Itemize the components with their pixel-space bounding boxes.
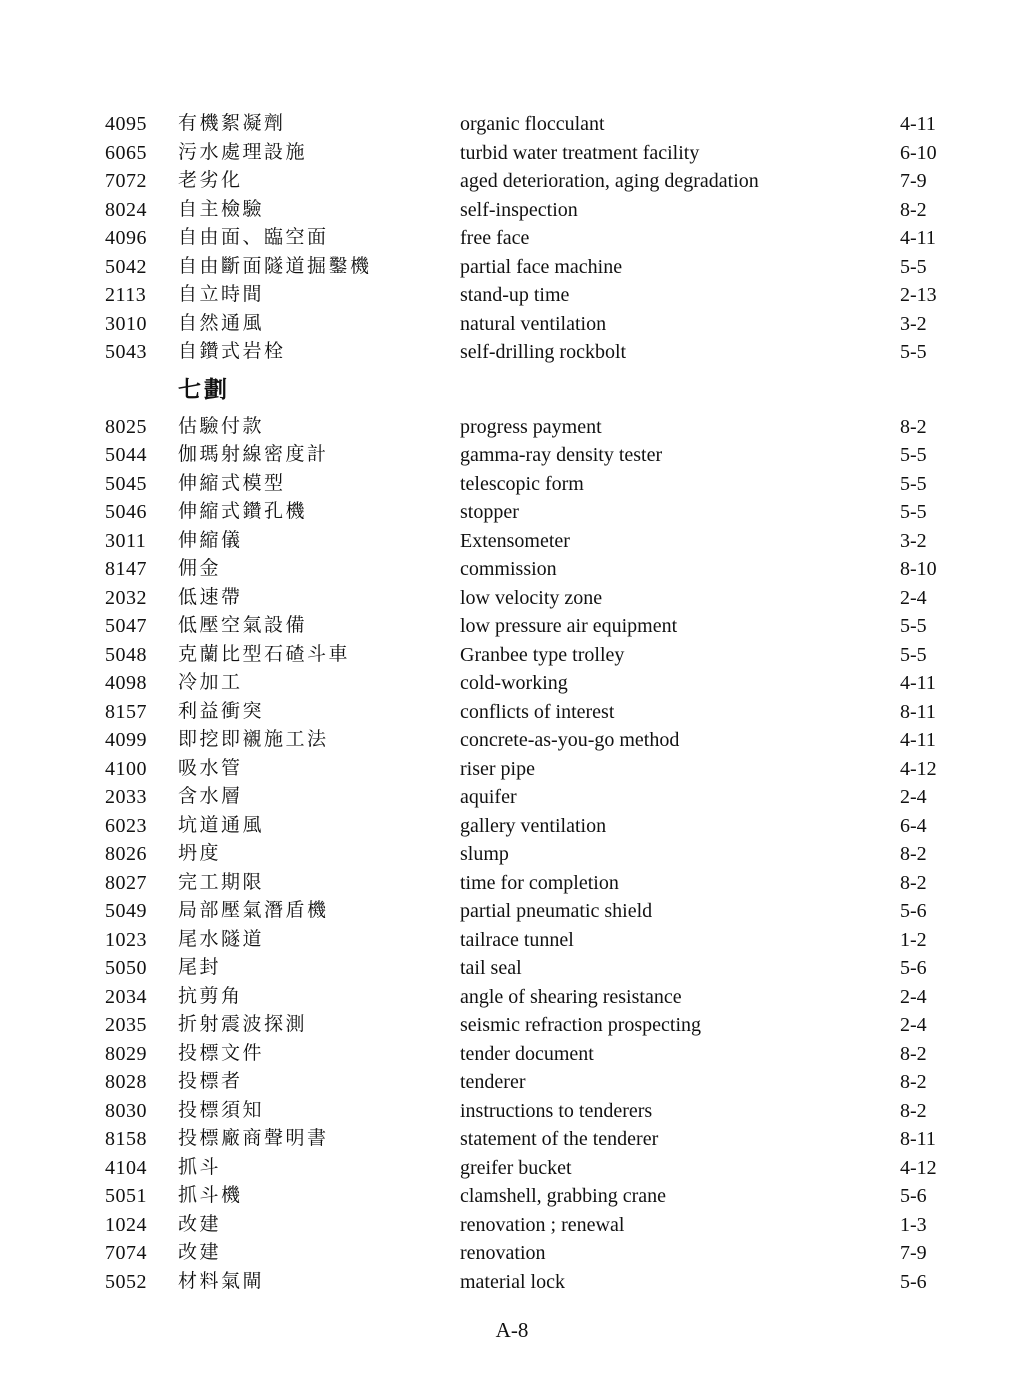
entry-term-en: concrete-as-you-go method bbox=[460, 729, 680, 751]
entry-term-en: slump bbox=[460, 843, 509, 865]
entry-code: 5045 bbox=[105, 472, 147, 495]
entry-page-ref: 5-6 bbox=[900, 957, 927, 979]
entry-page-ref: 6-4 bbox=[900, 814, 927, 837]
entry-term-zh: 低速帶 bbox=[178, 586, 243, 608]
entry-term-zh: 伸縮儀 bbox=[178, 529, 243, 551]
entry-term-zh: 自然通風 bbox=[178, 312, 265, 334]
entry-term-en: gallery ventilation bbox=[460, 814, 607, 837]
entry-term-zh: 投標者 bbox=[178, 1071, 243, 1092]
entry-term-en: instructions to tenderers bbox=[460, 1099, 653, 1122]
entry-term-zh: 材料氣閘 bbox=[178, 1270, 265, 1292]
entry-page-ref: 8-11 bbox=[900, 1128, 936, 1150]
glossary-entry-row bbox=[0, 167, 1024, 196]
entry-page-ref: 8-2 bbox=[900, 1099, 927, 1122]
entry-term-zh: 坑道通風 bbox=[178, 814, 265, 836]
entry-term-en: aged deterioration, aging degradation bbox=[460, 170, 759, 192]
entry-page-ref: 5-6 bbox=[900, 1270, 927, 1293]
entry-term-zh: 局部壓氣潛盾機 bbox=[178, 900, 329, 921]
entry-term-en: cold-working bbox=[460, 672, 568, 694]
entry-code: 4100 bbox=[105, 757, 147, 780]
entries-after-header bbox=[0, 413, 1024, 1297]
glossary-entry-row bbox=[0, 110, 1024, 139]
entry-code: 4099 bbox=[105, 729, 147, 751]
entry-code: 2034 bbox=[105, 985, 147, 1008]
entry-code: 8029 bbox=[105, 1042, 147, 1065]
entry-term-en: tailrace tunnel bbox=[460, 928, 574, 951]
entry-code: 3010 bbox=[105, 312, 147, 335]
entry-term-zh: 投標文件 bbox=[178, 1042, 265, 1064]
entry-term-en: angle of shearing resistance bbox=[460, 985, 682, 1008]
glossary-entry-row bbox=[0, 1011, 1024, 1040]
glossary-entry-row bbox=[0, 983, 1024, 1012]
entry-code: 5049 bbox=[105, 900, 147, 922]
entry-term-en: turbid water treatment facility bbox=[460, 141, 700, 164]
entry-code: 6065 bbox=[105, 141, 147, 164]
entry-term-en: greifer bucket bbox=[460, 1156, 572, 1179]
entry-page-ref: 8-2 bbox=[900, 415, 927, 438]
entry-term-en: tenderer bbox=[460, 1071, 526, 1093]
glossary-entry-row bbox=[0, 584, 1024, 613]
entry-page-ref: 5-5 bbox=[900, 643, 927, 666]
glossary-entry-row bbox=[0, 641, 1024, 670]
entry-page-ref: 4-12 bbox=[900, 1156, 937, 1179]
entry-page-ref: 6-10 bbox=[900, 141, 937, 164]
entry-term-en: renovation bbox=[460, 1242, 546, 1264]
entry-term-en: self-inspection bbox=[460, 198, 578, 221]
entry-code: 7074 bbox=[105, 1242, 147, 1264]
glossary-entry-row bbox=[0, 498, 1024, 527]
entry-code: 8028 bbox=[105, 1071, 147, 1093]
entry-page-ref: 8-2 bbox=[900, 1042, 927, 1065]
entry-term-en: conflicts of interest bbox=[460, 700, 615, 723]
entry-term-en: tender document bbox=[460, 1042, 594, 1065]
entry-term-zh: 利益衝突 bbox=[178, 700, 265, 722]
entry-code: 8026 bbox=[105, 843, 147, 865]
entry-code: 7072 bbox=[105, 170, 147, 192]
glossary-entry-row bbox=[0, 926, 1024, 955]
entry-term-en: statement of the tenderer bbox=[460, 1128, 659, 1150]
glossary-entry-row bbox=[0, 281, 1024, 310]
entry-page-ref: 4-11 bbox=[900, 672, 936, 694]
entry-term-en: Granbee type trolley bbox=[460, 643, 625, 666]
entry-term-zh: 吸水管 bbox=[178, 757, 243, 779]
glossary-entry-row bbox=[0, 1239, 1024, 1268]
entry-code: 8027 bbox=[105, 871, 147, 894]
entry-page-ref: 1-3 bbox=[900, 1213, 927, 1236]
entry-term-en: partial face machine bbox=[460, 255, 623, 278]
entry-term-zh: 老劣化 bbox=[178, 170, 243, 191]
glossary-entry-row bbox=[0, 139, 1024, 168]
entry-term-zh: 伸縮式鑽孔機 bbox=[178, 501, 308, 522]
entry-page-ref: 2-4 bbox=[900, 786, 927, 808]
entry-page-ref: 2-4 bbox=[900, 1014, 927, 1036]
entry-term-zh: 有機絮凝劑 bbox=[178, 113, 286, 134]
entry-code: 1024 bbox=[105, 1213, 147, 1236]
glossary-entry-row bbox=[0, 698, 1024, 727]
glossary-entry-row bbox=[0, 196, 1024, 225]
entry-page-ref: 8-2 bbox=[900, 843, 927, 865]
entry-page-ref: 7-9 bbox=[900, 170, 927, 192]
entry-term-en: seismic refraction prospecting bbox=[460, 1014, 702, 1036]
glossary-table bbox=[0, 110, 1024, 1296]
entry-page-ref: 4-12 bbox=[900, 757, 937, 780]
entry-code: 5044 bbox=[105, 444, 147, 466]
entry-page-ref: 7-9 bbox=[900, 1242, 927, 1264]
entry-term-zh: 自由面、臨空面 bbox=[178, 227, 329, 248]
entry-code: 5051 bbox=[105, 1185, 147, 1207]
glossary-entry-row bbox=[0, 555, 1024, 584]
glossary-entry-row bbox=[0, 669, 1024, 698]
entry-term-zh: 坍度 bbox=[178, 843, 222, 864]
glossary-entry-row bbox=[0, 1040, 1024, 1069]
glossary-entry-row bbox=[0, 1154, 1024, 1183]
entry-code: 8025 bbox=[105, 415, 147, 438]
entry-page-ref: 5-5 bbox=[900, 255, 927, 278]
entry-page-ref: 5-5 bbox=[900, 341, 927, 363]
page-number: A-8 bbox=[495, 1318, 529, 1342]
entry-term-zh: 自主檢驗 bbox=[178, 198, 265, 220]
entry-term-zh: 折射震波探測 bbox=[178, 1014, 308, 1035]
entry-term-zh: 污水處理設施 bbox=[178, 141, 308, 163]
entry-term-en: free face bbox=[460, 227, 530, 249]
entry-term-en: telescopic form bbox=[460, 472, 584, 495]
entries-before-header bbox=[0, 110, 1024, 367]
entry-term-en: renovation ; renewal bbox=[460, 1213, 625, 1236]
entry-term-zh: 含水層 bbox=[178, 786, 243, 807]
glossary-entry-row bbox=[0, 441, 1024, 470]
glossary-entry-row bbox=[0, 527, 1024, 556]
entry-code: 1023 bbox=[105, 928, 147, 951]
entry-term-zh: 自立時間 bbox=[178, 284, 265, 305]
entry-page-ref: 5-5 bbox=[900, 472, 927, 495]
entry-term-zh: 自由斷面隧道掘鑿機 bbox=[178, 255, 372, 277]
glossary-entry-row bbox=[0, 812, 1024, 841]
entry-term-zh: 估驗付款 bbox=[178, 415, 265, 437]
glossary-entry-row bbox=[0, 869, 1024, 898]
entry-term-en: organic flocculant bbox=[460, 113, 605, 135]
entry-term-en: time for completion bbox=[460, 871, 619, 894]
entry-term-zh: 抗剪角 bbox=[178, 985, 243, 1007]
entry-page-ref: 4-11 bbox=[900, 729, 936, 751]
glossary-entry-row bbox=[0, 726, 1024, 755]
entry-page-ref: 2-4 bbox=[900, 586, 927, 609]
entry-code: 4095 bbox=[105, 113, 147, 135]
glossary-entry-row bbox=[0, 840, 1024, 869]
entry-page-ref: 5-6 bbox=[900, 1185, 927, 1207]
glossary-entry-row bbox=[0, 1182, 1024, 1211]
glossary-entry-row bbox=[0, 1211, 1024, 1240]
entry-term-en: gamma-ray density tester bbox=[460, 444, 663, 466]
entry-page-ref: 8-2 bbox=[900, 198, 927, 221]
entry-term-en: self-drilling rockbolt bbox=[460, 341, 627, 363]
entry-page-ref: 5-5 bbox=[900, 501, 927, 523]
entry-term-zh: 尾水隧道 bbox=[178, 928, 265, 950]
stroke-count-section-header: 七劃 bbox=[178, 376, 230, 402]
entry-page-ref: 8-2 bbox=[900, 871, 927, 894]
entry-page-ref: 8-10 bbox=[900, 558, 937, 580]
entry-page-ref: 5-6 bbox=[900, 900, 927, 922]
entry-code: 2033 bbox=[105, 786, 147, 808]
entry-term-en: tail seal bbox=[460, 957, 522, 979]
entry-term-en: low velocity zone bbox=[460, 586, 603, 609]
entry-code: 2035 bbox=[105, 1014, 147, 1036]
entry-term-en: stopper bbox=[460, 501, 519, 523]
entry-code: 5047 bbox=[105, 615, 147, 637]
entry-page-ref: 3-2 bbox=[900, 312, 927, 335]
entry-page-ref: 5-5 bbox=[900, 444, 927, 466]
entry-code: 8030 bbox=[105, 1099, 147, 1122]
glossary-entry-row bbox=[0, 470, 1024, 499]
entry-code: 5050 bbox=[105, 957, 147, 979]
entry-code: 6023 bbox=[105, 814, 147, 837]
glossary-entry-row bbox=[0, 310, 1024, 339]
entry-term-zh: 完工期限 bbox=[178, 871, 265, 893]
entry-term-zh: 伽瑪射線密度計 bbox=[178, 444, 329, 465]
entry-term-en: Extensometer bbox=[460, 529, 570, 552]
entry-code: 4104 bbox=[105, 1156, 147, 1179]
entry-term-en: aquifer bbox=[460, 786, 517, 808]
entry-term-zh: 自鑽式岩栓 bbox=[178, 341, 286, 362]
entry-term-zh: 抓斗 bbox=[178, 1156, 222, 1178]
glossary-entry-row bbox=[0, 224, 1024, 253]
glossary-entry-row bbox=[0, 1125, 1024, 1154]
entry-term-en: commission bbox=[460, 558, 557, 580]
entry-term-en: low pressure air equipment bbox=[460, 615, 678, 637]
entry-term-en: material lock bbox=[460, 1270, 565, 1293]
entry-term-zh: 投標廠商聲明書 bbox=[178, 1128, 329, 1149]
entry-code: 5046 bbox=[105, 501, 147, 523]
entry-page-ref: 4-11 bbox=[900, 113, 936, 135]
entry-code: 5052 bbox=[105, 1270, 147, 1293]
entry-page-ref: 2-4 bbox=[900, 985, 927, 1008]
entry-code: 5048 bbox=[105, 643, 147, 666]
entry-term-zh: 改建 bbox=[178, 1242, 222, 1263]
entry-term-zh: 改建 bbox=[178, 1213, 222, 1235]
entry-code: 2113 bbox=[105, 284, 147, 306]
entry-code: 4098 bbox=[105, 672, 147, 694]
entry-code: 5043 bbox=[105, 341, 147, 363]
entry-code: 3011 bbox=[105, 529, 147, 552]
entry-term-zh: 即挖即襯施工法 bbox=[178, 729, 329, 750]
entry-term-en: progress payment bbox=[460, 415, 602, 438]
glossary-entry-row bbox=[0, 413, 1024, 442]
entry-page-ref: 5-5 bbox=[900, 615, 927, 637]
entry-term-zh: 抓斗機 bbox=[178, 1185, 243, 1206]
entry-term-zh: 冷加工 bbox=[178, 672, 243, 693]
glossary-entry-row bbox=[0, 1268, 1024, 1297]
entry-code: 8158 bbox=[105, 1128, 147, 1150]
entry-term-en: stand-up time bbox=[460, 284, 570, 306]
entry-code: 8147 bbox=[105, 558, 147, 580]
glossary-entry-row bbox=[0, 338, 1024, 367]
entry-term-zh: 克蘭比型石碴斗車 bbox=[178, 643, 351, 665]
entry-term-zh: 佣金 bbox=[178, 558, 222, 579]
entry-page-ref: 8-2 bbox=[900, 1071, 927, 1093]
entry-term-zh: 尾封 bbox=[178, 957, 222, 978]
entry-code: 2032 bbox=[105, 586, 147, 609]
entry-code: 5042 bbox=[105, 255, 147, 278]
entry-term-en: clamshell, grabbing crane bbox=[460, 1185, 667, 1207]
entry-code: 4096 bbox=[105, 227, 147, 249]
entry-page-ref: 1-2 bbox=[900, 928, 927, 951]
glossary-entry-row bbox=[0, 612, 1024, 641]
glossary-entry-row bbox=[0, 783, 1024, 812]
entry-term-en: partial pneumatic shield bbox=[460, 900, 653, 922]
glossary-entry-row bbox=[0, 1097, 1024, 1126]
entry-term-zh: 低壓空氣設備 bbox=[178, 615, 308, 636]
glossary-entry-row bbox=[0, 897, 1024, 926]
entry-page-ref: 2-13 bbox=[900, 284, 937, 306]
glossary-entry-row bbox=[0, 755, 1024, 784]
glossary-entry-row bbox=[0, 954, 1024, 983]
entry-term-en: riser pipe bbox=[460, 757, 535, 780]
entry-term-zh: 投標須知 bbox=[178, 1099, 265, 1121]
entry-page-ref: 3-2 bbox=[900, 529, 927, 552]
entry-page-ref: 8-11 bbox=[900, 700, 936, 723]
entry-term-zh: 伸縮式模型 bbox=[178, 472, 286, 494]
glossary-entry-row bbox=[0, 253, 1024, 282]
entry-term-en: natural ventilation bbox=[460, 312, 607, 335]
entry-page-ref: 4-11 bbox=[900, 227, 936, 249]
glossary-entry-row bbox=[0, 1068, 1024, 1097]
entry-code: 8024 bbox=[105, 198, 147, 221]
entry-code: 8157 bbox=[105, 700, 147, 723]
